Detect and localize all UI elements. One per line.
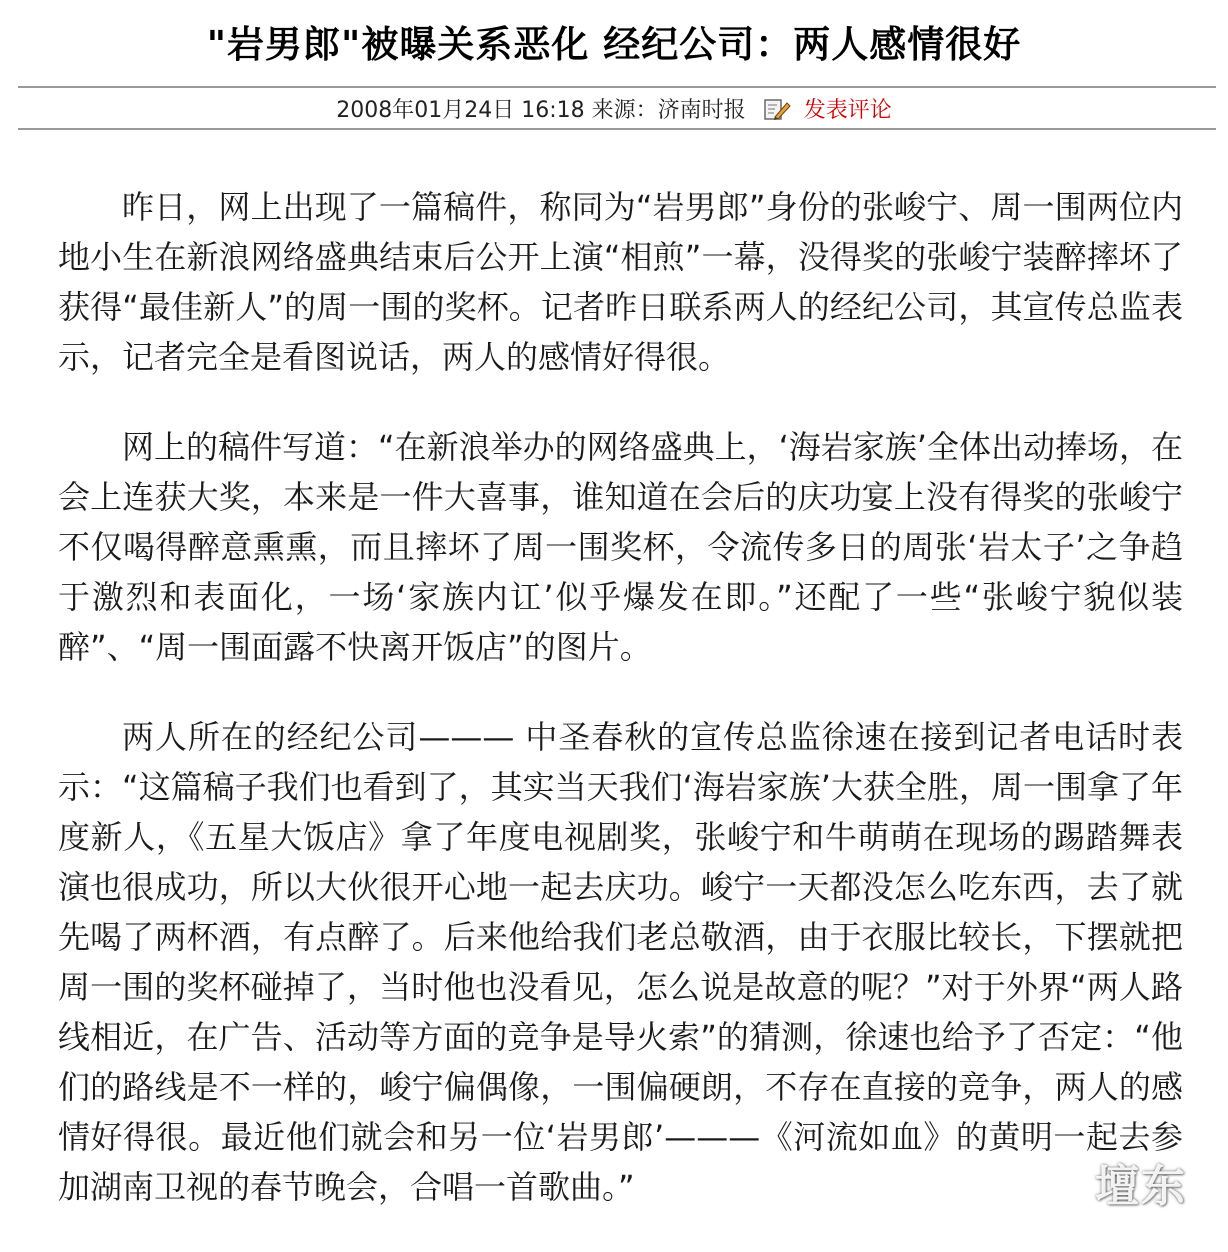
article-meta <box>0 93 1228 127</box>
article-headline: "岩男郎"被曝关系恶化 经纪公司：两人感情很好 <box>206 22 1022 66</box>
article-paragraph: 网上的稿件写道：“在新浪举办的网络盛典上，‘海岩家族’全体出动捧场，在会上连获大奖，本来是一件大喜事，谁知道在会后的庆功宴上没有得奖的张峻宁不仅喝得醉意熏熏，而且摔坏了周一围奖杯，令流传多日的周张‘岩太子’之争趋于激烈和表面化，一场‘家族内讧’似乎爆发在即。”还配了一些“张峻宁貌似装醉”、“周一围面露不快离开饭店”的图片。 <box>58 428 1183 666</box>
article-body <box>58 182 1183 1252</box>
header-rule-bottom <box>18 128 1216 130</box>
publish-datetime: 2008年01月24日 16:18 <box>336 98 585 123</box>
watermark: 壇东 <box>1095 1161 1187 1212</box>
article-source: 来源：济南时报 <box>591 98 746 123</box>
pencil-paper-icon <box>763 97 791 127</box>
article-paragraph: 昨日，网上出现了一篇稿件，称同为“岩男郎”身份的张峻宁、周一围两位内地小生在新浪网络盛典结束后公开上演“相煎”一幕，没得奖的张峻宁装醉摔坏了获得“最佳新人”的周一围的奖杯。记者昨日联系两人的经纪公司，其宣传总监表示，记者完全是看图说话，两人的感情好得很。 <box>58 188 1183 376</box>
article-paragraph: 两人所在的经纪公司——— 中圣春秋的宣传总监徐速在接到记者电话时表示：“这篇稿子我们也看到了，其实当天我们‘海岩家族’大获全胜，周一围拿了年度新人，《五星大饭店》拿了年度电视剧奖，张峻宁和牛萌萌在现场的踢踏舞表演也很成功，所以大伙很开心地一起去庆功。峻宁一天都没怎么吃东西，去了就先喝了两杯酒，有点醉了。后来他给我们老总敬酒，由于衣服比较长，下摆就把周一围的奖杯碰掉了，当时他也没看见，怎么说是故意的呢？”对于外界“两人路线相近，在广告、活动等方面的竞争是导火索”的猜测，徐速也给予了否定：“他们的路线是不一样的，峻宁偏偶像，一围偏硬朗，不存在直接的竞争，两人的感情好得很。最近他们就会和另一位‘岩男郎’———《河流如血》的黄明一起去参加湖南卫视的春节晚会，合唱一首歌曲。” <box>58 718 1183 1206</box>
header-rule-top <box>18 86 1216 88</box>
post-comment-link[interactable]: 发表评论 <box>803 98 892 123</box>
